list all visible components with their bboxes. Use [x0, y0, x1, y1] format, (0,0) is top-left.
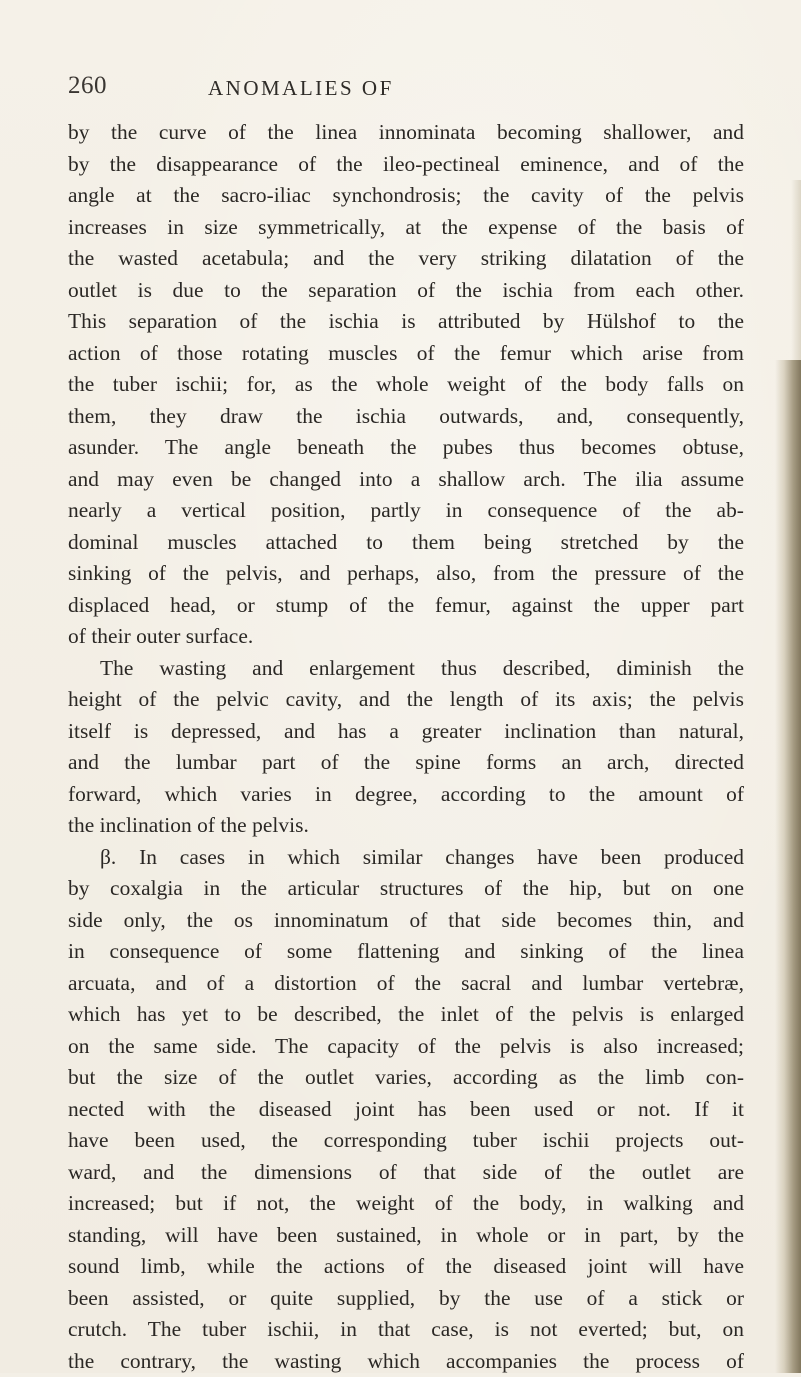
text-line: increases in size symmetrically, at the expense of the basis of [68, 212, 744, 244]
text-line: have been used, the corresponding tuber ischii projects out- [68, 1125, 744, 1157]
text-line: angle at the sacro-iliac synchondrosis; the cavity of the pelvis [68, 180, 744, 212]
text-line: been assisted, or quite supplied, by the use of a stick or [68, 1283, 744, 1315]
text-line: displaced head, or stump of the femur, against the upper part [68, 590, 744, 622]
paragraph-first-line: β. In cases in which similar changes have been produced [68, 842, 744, 874]
text-line: and the lumbar part of the spine forms an arch, directed [68, 747, 744, 779]
text-line: which has yet to be described, the inlet of the pelvis is enlarged [68, 999, 744, 1031]
text-line: by the curve of the linea innominata becoming shallower, and [68, 117, 744, 149]
text-line: by the disappearance of the ileo-pectineal eminence, and of the [68, 149, 744, 181]
text-line: the contrary, the wasting which accompanies the process of [68, 1346, 744, 1377]
text-line: standing, will have been sustained, in whole or in part, by the [68, 1220, 744, 1252]
text-line: side only, the os innominatum of that side becomes thin, and [68, 905, 744, 937]
text-line: nearly a vertical position, partly in consequence of the ab- [68, 495, 744, 527]
text-line: itself is depressed, and has a greater inclination than natural, [68, 716, 744, 748]
text-line: forward, which varies in degree, according to the amount of [68, 779, 744, 811]
text-line: sound limb, while the actions of the diseased joint will have [68, 1251, 744, 1283]
text-line: on the same side. The capacity of the pelvis is also increased; [68, 1031, 744, 1063]
text-line: sinking of the pelvis, and perhaps, also, from the pressure of the [68, 558, 744, 590]
text-line: height of the pelvic cavity, and the length of its axis; the pelvis [68, 684, 744, 716]
text-line: the tuber ischii; for, as the whole weight of the body falls on [68, 369, 744, 401]
text-line: the wasted acetabula; and the very striking dilatation of the [68, 243, 744, 275]
paragraph-last-line: the inclination of the pelvis. [68, 810, 744, 842]
text-line: This separation of the ischia is attributed by Hülshof to the [68, 306, 744, 338]
text-line: ward, and the dimensions of that side of the outlet are [68, 1157, 744, 1189]
text-line: increased; but if not, the weight of the body, in walking and [68, 1188, 744, 1220]
page-edge-shading [791, 180, 801, 360]
body-text [68, 117, 744, 1377]
running-head: ANOMALIES OF [208, 76, 394, 101]
paragraph-last-line: of their outer surface. [68, 621, 744, 653]
text-line: by coxalgia in the articular structures of the hip, but on one [68, 873, 744, 905]
text-line: in consequence of some flattening and sinking of the linea [68, 936, 744, 968]
text-line: action of those rotating muscles of the femur which arise from [68, 338, 744, 370]
paragraph-first-line: The wasting and enlargement thus described, diminish the [68, 653, 744, 685]
text-line: nected with the diseased joint has been used or not. If it [68, 1094, 744, 1126]
text-line: crutch. The tuber ischii, in that case, is not everted; but, on [68, 1314, 744, 1346]
text-line: but the size of the outlet varies, according as the limb con- [68, 1062, 744, 1094]
text-line: them, they draw the ischia outwards, and, consequently, [68, 401, 744, 433]
page-binding-shadow [775, 360, 801, 1373]
text-line: dominal muscles attached to them being stretched by the [68, 527, 744, 559]
text-line: outlet is due to the separation of the ischia from each other. [68, 275, 744, 307]
page-header [68, 72, 738, 112]
page-number: 260 [68, 72, 107, 100]
text-line: and may even be changed into a shallow arch. The ilia assume [68, 464, 744, 496]
text-line: arcuata, and of a distortion of the sacral and lumbar vertebræ, [68, 968, 744, 1000]
text-line: asunder. The angle beneath the pubes thus becomes obtuse, [68, 432, 744, 464]
